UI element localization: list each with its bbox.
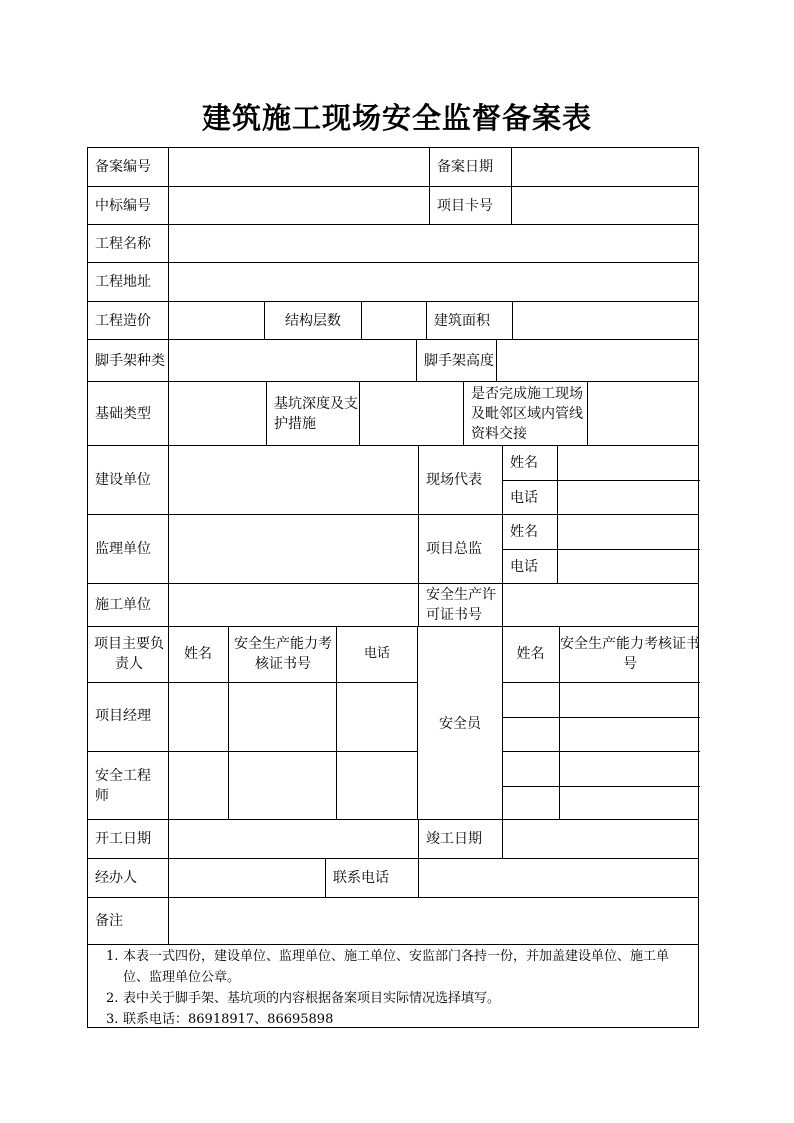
- field-pit-depth[interactable]: [359, 382, 463, 445]
- label-project-manager: 项目经理: [95, 708, 151, 724]
- row-supervision-unit: [87, 514, 699, 583]
- label-pit-depth: 基坑深度及支护措施: [266, 382, 359, 445]
- divider: [88, 751, 417, 752]
- label-pipeline-handover: 是否完成施工现场及毗邻区域内管线资料交接: [463, 382, 587, 445]
- divider: [502, 682, 700, 683]
- row-remarks: [87, 897, 699, 944]
- row-dates: [87, 819, 699, 858]
- note-item: [88, 1009, 698, 1030]
- page-title: 建筑施工现场安全监督备案表: [201, 101, 592, 135]
- field-construction-unit[interactable]: [168, 584, 418, 626]
- field-handler[interactable]: [168, 859, 325, 897]
- label-chief-supervisor: 项目总监: [418, 515, 502, 583]
- field-filing-no[interactable]: [168, 148, 429, 186]
- label-remarks: 备注: [95, 913, 123, 929]
- row-handler: [87, 858, 699, 897]
- label-supervision-unit: 监理单位: [95, 541, 151, 557]
- divider: [88, 682, 417, 683]
- label-chief-supervisor-name: 姓名: [510, 524, 538, 540]
- divider: [557, 515, 558, 583]
- label-start-date: 开工日期: [95, 831, 151, 847]
- chief-supervisor-block: [502, 515, 700, 583]
- label-building-area: 建筑面积: [426, 302, 512, 339]
- row-scaffold: [87, 339, 699, 381]
- personnel-block: [87, 626, 699, 819]
- label-safety-officer: 安全员: [439, 716, 481, 732]
- divider: [228, 627, 229, 819]
- field-scaffold-height[interactable]: [496, 340, 700, 381]
- label-structure-floors: 结构层数: [264, 302, 361, 339]
- field-safety-permit[interactable]: [502, 584, 700, 626]
- label-site-rep-name: 姓名: [510, 455, 538, 471]
- label-filing-no: 备案编号: [95, 159, 151, 175]
- label-contact-phone: 联系电话: [325, 859, 418, 897]
- field-remarks[interactable]: [168, 898, 700, 944]
- note-text: 联系电话：: [123, 1012, 189, 1027]
- label-site-rep: 现场代表: [418, 446, 502, 514]
- divider: [557, 446, 558, 514]
- divider: [503, 549, 700, 550]
- divider: [502, 786, 700, 787]
- field-filing-date[interactable]: [511, 148, 700, 186]
- note-text: 表中关于脚手架、基坑项的内容根据备案项目实际情况选择填写。: [123, 991, 501, 1006]
- label-safety-permit: 安全生产许可证书号: [418, 584, 502, 626]
- notes-block: [87, 944, 699, 1028]
- divider: [502, 717, 700, 718]
- label-completion-date: 竣工日期: [418, 820, 502, 858]
- label-construction-unit: 施工单位: [95, 597, 151, 613]
- field-owner-unit[interactable]: [168, 446, 418, 514]
- label-name-col: 姓名: [184, 646, 212, 662]
- label-foundation-type: 基础类型: [95, 405, 151, 422]
- label-project-cost: 工程造价: [95, 312, 151, 329]
- label-handler: 经办人: [95, 870, 137, 886]
- label-phone-col: 电话: [363, 646, 390, 661]
- label-site-rep-phone: 电话: [510, 490, 538, 506]
- row-bid-no: [87, 186, 699, 224]
- row-project-cost: [87, 301, 699, 339]
- field-project-name[interactable]: [168, 225, 700, 262]
- divider: [503, 480, 700, 481]
- note-number: 3.: [106, 1012, 119, 1027]
- row-filing-no: [87, 147, 699, 186]
- field-start-date[interactable]: [168, 820, 418, 858]
- field-contact-phone[interactable]: [418, 859, 700, 897]
- row-foundation: [87, 381, 699, 445]
- label-filing-date: 备案日期: [429, 148, 511, 186]
- note-text: 本表一式四份，建设单位、监理单位、施工单位、安监部门各持一份，并加盖建设单位、施工单位、监理单位公章。: [123, 949, 670, 985]
- divider: [502, 751, 700, 752]
- label-scaffold-height: 脚手架高度: [416, 340, 496, 381]
- note-item: [88, 946, 698, 988]
- label-scaffold-type: 脚手架种类: [95, 352, 165, 369]
- field-project-cost[interactable]: [168, 302, 264, 339]
- label-chief-supervisor-phone: 电话: [510, 559, 538, 575]
- row-project-name: [87, 224, 699, 262]
- field-structure-floors[interactable]: [361, 302, 426, 339]
- note-item: [88, 988, 698, 1009]
- row-project-address: [87, 262, 699, 301]
- note-number: 1.: [106, 949, 119, 964]
- label-safety-engineer: 安全工程师: [95, 768, 151, 804]
- label-officer-cert-col: 安全生产能力考核证书号: [560, 636, 700, 672]
- field-completion-date[interactable]: [502, 820, 700, 858]
- field-bid-no[interactable]: [168, 187, 429, 224]
- label-project-address: 工程地址: [95, 274, 151, 290]
- row-construction-unit: [87, 583, 699, 626]
- site-rep-block: [502, 446, 700, 514]
- field-scaffold-type[interactable]: [168, 340, 416, 381]
- field-building-area[interactable]: [512, 302, 700, 339]
- label-project-name: 工程名称: [95, 235, 151, 252]
- label-principal: 项目主要负责人: [94, 636, 164, 672]
- label-project-card: 项目卡号: [429, 187, 511, 224]
- field-project-address[interactable]: [168, 263, 700, 301]
- label-officer-name-col: 姓名: [516, 646, 545, 662]
- row-owner-unit: [87, 445, 699, 514]
- label-bid-no: 中标编号: [95, 197, 151, 214]
- label-owner-unit: 建设单位: [95, 472, 151, 488]
- note-number: 2.: [106, 991, 119, 1006]
- field-pipeline-handover[interactable]: [587, 382, 700, 445]
- note-phone-numbers: 86918917、86695898: [188, 1012, 334, 1027]
- field-foundation-type[interactable]: [168, 382, 266, 445]
- label-safety-cert-col: 安全生产能力考核证书号: [234, 636, 332, 672]
- field-supervision-unit[interactable]: [168, 515, 418, 583]
- field-project-card[interactable]: [511, 187, 700, 224]
